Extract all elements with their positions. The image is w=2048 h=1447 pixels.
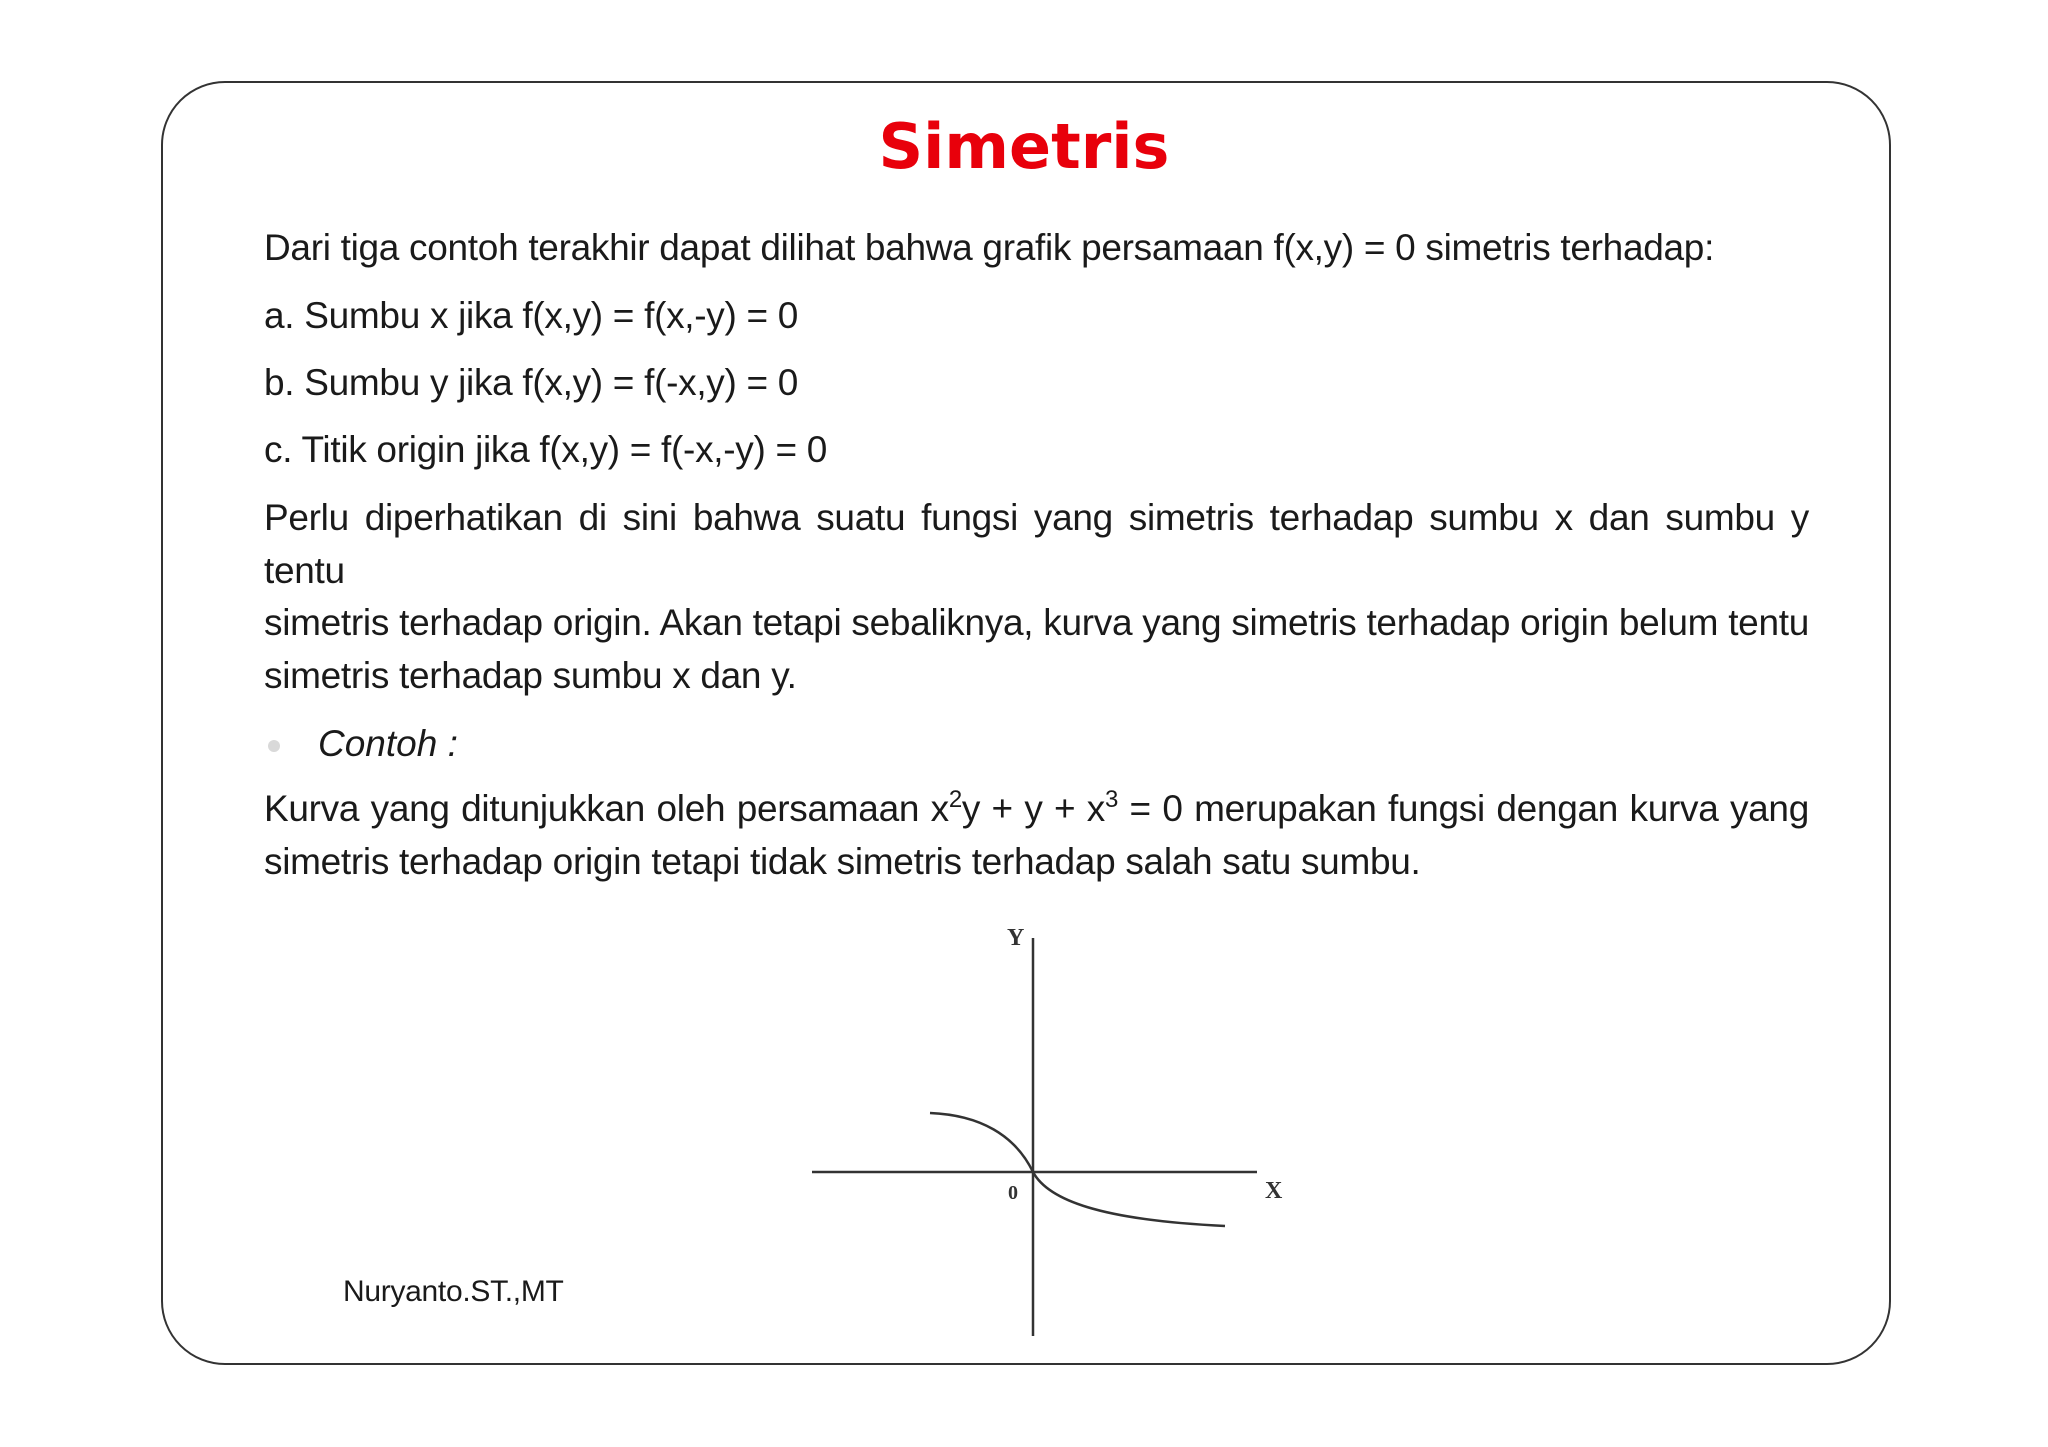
curve: [930, 1113, 1225, 1226]
footer-author: Nuryanto.ST.,MT: [343, 1275, 564, 1308]
example-middle: y + y + x: [961, 788, 1105, 829]
x-axis-label: X: [1265, 1178, 1283, 1204]
intro-text: Dari tiga contoh terakhir dapat dilihat bahwa grafik persamaan f(x,y) = 0 simetris terhadap:: [264, 227, 1715, 268]
example-prefix: Kurva yang ditunjukkan oleh persamaan x: [264, 788, 949, 829]
rule-origin: c. Titik origin jika f(x,y) = f(-x,-y) = 0: [264, 429, 828, 470]
note-line-2: simetris terhadap origin. Akan tetapi sebaliknya, kurva yang simetris terhadap origin belum tentu: [264, 602, 1809, 643]
note-line-1: Perlu diperhatikan di sini bahwa suatu fungsi yang simetris terhadap sumbu x dan sumbu y tentu: [264, 497, 1809, 591]
rule-x-axis: a. Sumbu x jika f(x,y) = f(x,-y) = 0: [264, 295, 799, 336]
rule-y-axis: b. Sumbu y jika f(x,y) = f(-x,y) = 0: [264, 362, 799, 403]
bullet-label: Contoh :: [318, 723, 458, 764]
example-line-2: simetris terhadap origin tetapi tidak simetris terhadap salah satu sumbu.: [264, 840, 1421, 882]
note-paragraph: [264, 492, 1809, 702]
bullet-icon: [268, 740, 280, 752]
example-suffix: = 0 merupakan fungsi dengan kurva yang: [1118, 788, 1809, 829]
slide-title: Simetris: [878, 110, 1170, 183]
exponent-2: 2: [948, 786, 962, 813]
example-paragraph: [264, 783, 1809, 888]
exponent-3: 3: [1105, 786, 1119, 813]
note-line-3: simetris terhadap sumbu x dan y.: [264, 654, 797, 696]
origin-label: 0: [1008, 1182, 1018, 1204]
example-line-1: [264, 783, 1809, 836]
y-axis-label: Y: [1007, 925, 1025, 951]
curve-graph: [800, 910, 1320, 1340]
